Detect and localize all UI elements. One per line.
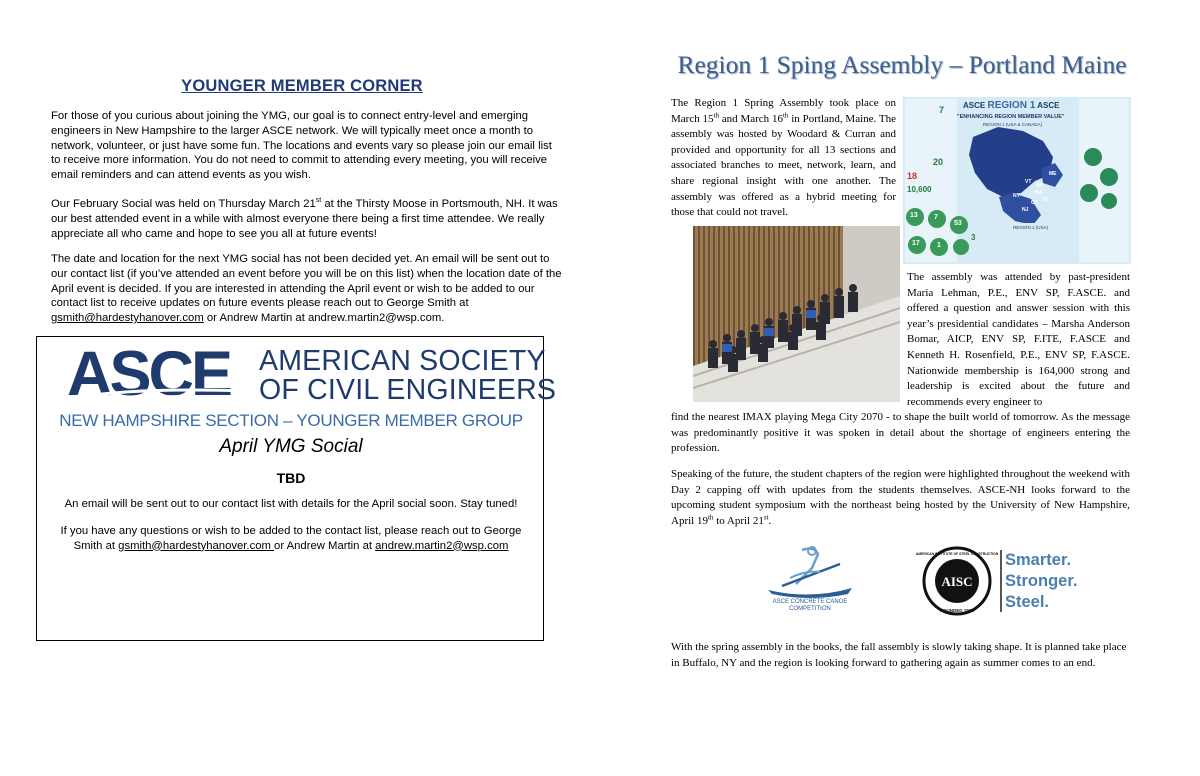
aisc-seal-founded: FOUNDED 1921 [940,608,974,613]
members-count: 10,600 [907,185,932,194]
ymg-intro-paragraph: For those of you curious about joining the YMG, our goal is to connect entry-level and emerging engineers in New Hampshire to the larger ASCE network. We will typically meet once a month to network, volunteer, or just have some fun. The locations and events vary so please join our email list to receive more information. You do not need to commit to attending every meeting, you will receive email reminders and can attend events as you wish. [51,110,552,182]
bubble-1: 1 [937,242,941,249]
fall-assembly-paragraph: With the spring assembly in the books, the fall assembly is slowly taking shape. It is planned take place in Buffalo, NY and the region is looking forward to gathering again as summer comes to an end. [671,641,1127,669]
concrete-canoe-logo [762,544,858,616]
february-social-paragraph [51,197,563,241]
social-box-paragraph-1: An email will be sent out to our contact list with details for the April social soon. Stay tuned! [64,498,518,510]
num-20: 20 [933,157,944,167]
bubble-53: 53 [954,220,962,227]
canoe-paddler-icon [762,544,858,600]
social-box-paragraph-2 [47,524,535,553]
gsmith-email-link[interactable]: gsmith@hardestyhanover.com [51,312,204,325]
attendance-paragraph-continued: find the nearest IMAX playing Mega City 2070 - to shape the built world of tomorrow. As the message was predominantly positive it was spoken in detail about the shortage of engineers entering the profession. [671,411,1130,455]
asce-logo-swoosh [67,343,257,407]
aisc-word-smarter: Smarter. [1005,551,1072,569]
asce-full-name [259,347,556,405]
canoe-logo-line1: ASCE CONCRETE CANOE [772,599,848,605]
bubble-17: 17 [912,240,920,247]
state-label: MA [1035,190,1043,196]
num-3: 3 [971,233,976,242]
text: Speaking of the future, the student chapters of the region were highlighted throughout the weekend with Day 2 capping off with updates from the students themselves. ASCE-NH looks forward to the upcoming student symposium with the northeast being hosted by the University of New Hampshire, April 19 [671,468,1130,527]
text: in Portland, Maine. The assembly was hosted by Woodard & Curran and provided and opportunity for all 13 sections and associated branches to meet, network, learn, and share regional insight with one another. The assembly was offered as a hybrid meeting for those that could not travel. [671,112,896,219]
bubble-7: 7 [934,214,938,221]
text: If you have any questions or wish to be added to the contact list, please reach out to George Smith at [60,525,522,552]
group-photo-graphic [693,226,900,402]
april-social-title: April YMG Social [219,436,363,457]
text: to April 21 [713,514,764,527]
aisc-seal-letters: AISC [941,574,973,589]
asce-logo [67,339,557,409]
gsmith-email-link[interactable]: gsmith@hardestyhanover.com [118,539,275,552]
infographic-map-label: REGION 1 (USA & CANADA) [983,122,1043,127]
asce-logo-letters: ASCE [67,339,231,409]
infographic-subtitle: "ENHANCING REGION MEMBER VALUE" [957,114,1065,120]
superscript: st [763,513,769,522]
asce-name-line2: OF CIVIL ENGINEERS [259,374,557,406]
state-label: VT [1025,179,1032,185]
text: The Region 1 Spring Assembly took place on March 15 [671,97,896,125]
num-18: 18 [907,171,918,181]
aisc-word-steel: Steel. [1005,593,1050,611]
state-label: NY [1013,193,1020,199]
group-photo [693,226,900,402]
infographic-header-center: REGION 1 [987,100,1036,111]
tbd-label: TBD [276,470,306,486]
bubble-13: 13 [910,212,918,219]
assembly-intro-paragraph [671,96,896,221]
superscript: th [707,513,714,522]
april-social-box [36,336,557,641]
superscript: th [713,110,719,119]
aisc-divider [1000,550,1002,612]
text: or Andrew Martin at andrew.martin2@wsp.com. [203,312,445,325]
nh-section-ymg-line: NEW HAMPSHIRE SECTION – YOUNGER MEMBER GROUP [59,411,523,430]
infographic-header-left: ASCE [963,101,986,110]
student-chapters-paragraph [671,467,1130,529]
text: . [768,514,772,527]
state-label: CT [1031,200,1038,206]
aisc-word-stronger: Stronger. [1005,572,1078,590]
text: at the Thirsty Moose in Portsmouth, NH. It was our best attended event in a while with almost everyone there being a first time attendee. We really appreciate all who came and hope to see you all at future events! [51,198,558,240]
region-assembly-title: Region 1 Sping Assembly – Portland Maine [677,50,1127,79]
superscript: st [315,197,322,205]
state-label: RI [1043,197,1048,203]
region-1-infographic [903,97,1131,264]
amartin-email-link[interactable]: andrew.martin2@wsp.com [375,539,509,552]
aisc-seal-icon [915,546,999,616]
state-label: ME [1049,171,1057,177]
next-social-paragraph [51,252,563,326]
infographic-bottom-label: REGION 1 (USA) [1013,225,1049,230]
aisc-seal-ring: AMERICAN INSTITUTE OF STEEL CONSTRUCTION [915,552,999,556]
state-label: NH [1036,183,1044,189]
text: or Andrew Martin at [274,539,376,552]
younger-member-corner-title: YOUNGER MEMBER CORNER [181,77,423,95]
canoe-logo-line2: COMPETITION [789,606,831,612]
text: and March 16 [718,112,783,125]
superscript: th [782,110,789,119]
asce-name-line1: AMERICAN SOCIETY [259,345,546,377]
infographic-header-right: ASCE [1037,101,1060,110]
governors-count: 7 [939,105,945,115]
text: The date and location for the next YMG social has not been decided yet. An email will be sent out to our contact list (if you’ve attended an event before you will be on this list) when the location date of the April event is decided. If you are interested in attending the April event or wish to be added to our contact list to receive updates on future events please reach out to George Smith at [51,253,562,310]
text: Our February Social was held on Thursday March 21 [51,198,316,210]
attendance-paragraph: The assembly was attended by past-president Maria Lehman, P.E., ENV SP, F.ASCE. and offered a question and answer session with this year’s presidential candidates – Marsha Anderson Bomar, AICP, ENV SP, F.ITE, F.ASCE and Kenneth H. Rosenfield, P.E., ENV SP, F.ASCE. Nationwide membership is 164,000 strong and leadership is excited about the future and recommends every engineer to [907,271,1130,408]
aisc-logo [915,546,1090,616]
state-label: NJ [1022,207,1029,213]
